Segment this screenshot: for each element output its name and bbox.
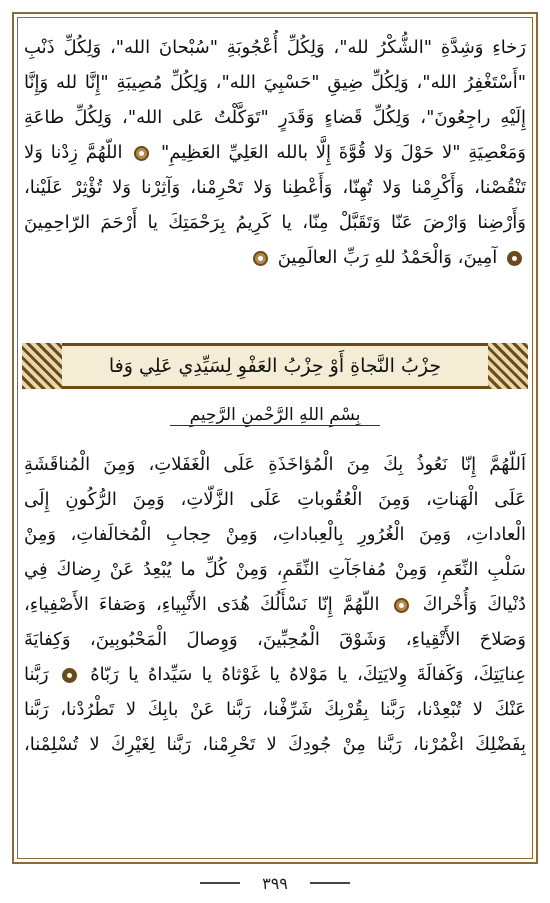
upper-text-block xyxy=(24,30,526,275)
text-line: بِفَضْلِكَ اغْمُرْنا، رَبَّنا مِنْ جُودِكَ لا تَحْرِمْنا، رَبَّنا لِغَيْرِكَ لا تُسْلِمْنا، xyxy=(24,734,526,755)
text-line: رَخاءِ وَشِدَّةِ "الشُّكْرُ لله"، وَلِكُلِّ أُعْجُوبَةِ "سُبْحانَ الله"، وَلِكُلِّ ذَنْبِ xyxy=(24,37,526,58)
banner-ornament-right xyxy=(488,343,528,389)
verse-separator-icon xyxy=(62,668,77,683)
page-number-ornament-left xyxy=(200,882,240,884)
text-line: تَنْقُصْنا، وَأَكْرِمْنا وَلا تُهِنّا، وَأَعْطِنا وَلا تَحْرِمْنا، وَآثِرْنا وَلا تُؤْثِرْ عَلَيْنا، xyxy=(24,177,526,198)
page-number-ornament-right xyxy=(310,882,350,884)
text-segment: وَمَعْصِيَةِ "لا حَوْلَ وَلا قُوَّةَ إِلَّا بالله العَلِيِّ العَظِيمِ" xyxy=(161,142,526,163)
verse-separator-icon xyxy=(507,251,522,266)
text-line: عَلَى الْهَناتِ، وَمِنَ الْعُقُوباتِ عَلَى الزَّلّاتِ، وَمِنَ الرُّكُونِ إِلَى xyxy=(24,489,526,510)
text-segment: عِنايَتِكَ، وَكَفالَةَ وِلايَتِكَ، يا مَوْلاهُ يا غَوْثاهُ يا سَيِّداهُ يا رَبّاهُ xyxy=(90,664,526,685)
section-title-banner xyxy=(22,343,528,389)
text-segment: دُنْياكَ وَأُخْراكَ xyxy=(422,594,526,615)
verse-separator-icon xyxy=(394,598,409,613)
text-line: وَصَلاحَ الأَتْقِياءِ، وَشَوْقَ الْمُحِبِّينَ، وَوِصالَ الْمَحْبُوبِينَ، وَكِفايَةَ xyxy=(24,629,526,650)
text-line: الْعاداتِ، وَمِنَ الْغُرُورِ بِالْعِباداتِ، وَمِنْ حِجابِ الْمُخالَفاتِ، وَمِنْ xyxy=(24,524,526,545)
text-line xyxy=(24,240,526,275)
text-line xyxy=(24,657,526,692)
banner-ornament-left xyxy=(22,343,62,389)
text-line xyxy=(24,587,526,622)
verse-separator-icon xyxy=(253,251,268,266)
text-line: "أَسْتَغْفِرُ الله"، وَلِكُلِّ ضِيقِ "حَسْبِيَ الله"، وَلِكُلِّ مُصِيبَةِ "إِنَّا لله وَإِنَّا xyxy=(24,72,526,93)
text-segment: اللّهُمَّ زِدْنا وَلا xyxy=(24,142,123,163)
text-line: اَللّهُمَّ إِنّا نَعُوذُ بِكَ مِنَ الْمُؤاخَذَةِ عَلَى الْغَفَلاتِ، وَمِنَ الْمُناقَشَةِ xyxy=(24,454,526,475)
text-line: وَأَرْضِنا وَارْضَ عَنّا وَتَقَبَّلْ مِنّا، يا كَرِيمُ بِرَحْمَتِكَ يا أَرْحَمَ الرّاحِمِينَ xyxy=(24,212,526,233)
text-line: إِلَيْهِ راجِعُونَ"، وَلِكُلِّ قَضاءٍ وَقَدَرٍ "تَوَكَّلْتُ عَلى الله"، وَلِكُلِّ طاعَةِ xyxy=(24,107,526,128)
page-number: ٣٩٩ xyxy=(262,874,288,893)
text-segment: رَبَّنا xyxy=(24,664,49,685)
verse-separator-icon xyxy=(134,146,149,161)
bismillah-calligraphy: بِسْمِ اللهِ الرَّحْمنِ الرَّحِيمِ xyxy=(140,398,410,432)
text-line: سَلْبِ النِّعَمِ، وَمِنْ مُفاجَآتِ النِّقَمِ، وَمِنْ كُلِّ ما يُبْعِدُ عَنْ رِضاكَ فِي xyxy=(24,559,526,580)
text-segment: اللّهُمَّ إِنّا نَسْأَلُكَ هُدَى الأَنْبِياءِ، وَصَفاءَ الأَصْفِياءِ، xyxy=(24,594,380,615)
lower-text-block xyxy=(24,447,526,762)
text-line: عَنْكَ لا تُبْعِدْنا، رَبَّنا بِقُرْبِكَ شَرِّفْنا، رَبَّنا عَنْ بابِكَ لا تَطْرُدْنا، رَبَّنا xyxy=(24,699,526,720)
section-title: حِزْبُ النَّجاةِ أَوْ حِزْبُ العَفْوِ لِسَيِّدِي عَلِي وَفا xyxy=(108,355,442,377)
text-segment: آمِينَ، وَالْحَمْدُ للهِ رَبِّ العالَمِينَ xyxy=(277,247,498,268)
text-line xyxy=(24,135,526,170)
